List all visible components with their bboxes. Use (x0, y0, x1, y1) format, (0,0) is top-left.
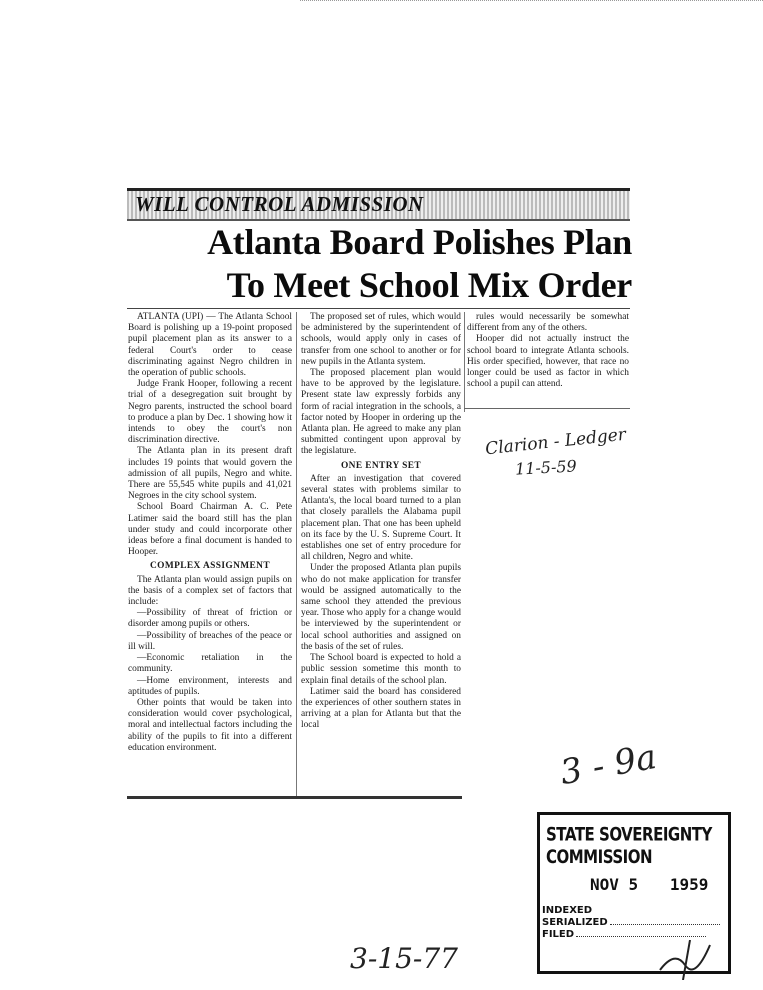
stamp-month: NOV (590, 875, 619, 894)
paragraph: Hooper did not actually instruct the school board to integrate Atlanta schools. His order specified, however, that race no longer could be used as factor in which school a pupil can attend. (467, 334, 629, 390)
handwritten-source: Clarion - Ledger (484, 424, 627, 460)
stamp-row-indexed (542, 905, 592, 916)
kicker-bar (127, 188, 630, 221)
paragraph: Other points that would be taken into consideration would cover psychological, moral and intellectual factors including the ability of the pupils to fit into a different education environment. (128, 697, 292, 753)
paragraph: The Atlanta plan in its present draft includes 19 points that would govern the admission of all pupils, Negro and white. There are 55,545 white pupils and 41,021 Negroes in the city school system. (128, 446, 292, 502)
column-3-bottom-rule (464, 408, 630, 409)
stamp-row-label: SERIALIZED (542, 917, 608, 928)
paragraph: The proposed placement plan would have to be approved by the legislature. Present state law expressly forbids any form of racial integration in the schools, a factor noted by Hooper in ordering up the Atlanta plan. He agreed to make any plan submitted contingent upon approval by the legislature. (301, 368, 461, 457)
handwritten-bottom-code: 3-15-77 (350, 942, 458, 975)
paragraph: —Possibility of breaches of the peace or ill will. (128, 630, 292, 652)
headline-line-2: To Meet School Mix Order (226, 265, 632, 305)
stamp-row-label: FILED (542, 929, 575, 940)
paragraph: —Economic retaliation in the community. (128, 653, 292, 675)
stamp-title: STATE SOVEREIGNTY COMMISSION (546, 823, 712, 868)
paragraph: ATLANTA (UPI) — The Atlanta School Board is polishing up a 19-point proposed pupil placement plan as its answer to a federal Court's order to cease discriminating against Negro children in the operation of public schools. (128, 312, 292, 379)
top-edge-dots (300, 0, 763, 7)
stamp-row-filed (542, 929, 706, 940)
paragraph: Judge Frank Hooper, following a recent trial of a desegregation suit brought by Negro parents, instructed the school board to produce a plan by Dec. 1 showing how it intends to obey the court's non discrimination directive. (128, 379, 292, 446)
clipping-bottom-rule (127, 796, 462, 799)
paragraph: Under the proposed Atlanta plan pupils who do not make application for transfer would be assigned automatically to the same school they attended the previous year. Those who apply for a change would be interviewed by the superintendent or local school authorities and assigned on the basis of the set of rules. (301, 563, 461, 652)
newspaper-clipping (125, 188, 632, 800)
paragraph: rules would necessarily be somewhat different from any of the others. (467, 312, 629, 334)
paragraph: The School board is expected to hold a public session sometime this month to explain final details of the school plan. (301, 653, 461, 686)
column-divider (464, 312, 465, 412)
paragraph: Latimer said the board has considered the experiences of other southern states in arriving at a plan for Atlanta but that the local (301, 686, 461, 731)
handwritten-date: 11-5-59 (514, 456, 578, 479)
paragraph: School Board Chairman A. C. Pete Latimer said the board still has the plan under study and could incorporate other ideas before a final document is handed to Hooper. (128, 502, 292, 558)
stamp-year: 1959 (669, 875, 709, 894)
signature-mark (655, 940, 715, 980)
kicker: WILL CONTROL ADMISSION (135, 192, 424, 216)
stamp-row-serialized (542, 917, 720, 928)
paragraph: After an investigation that covered several states with problems similar to Atlanta's, the local board turned to a plan that closely parallels the Alabama pupil placement plan. That one has been upheld on its face by the U. S. Supreme Court. It establishes one set of entry procedure for all children, Negro and white. (301, 473, 461, 563)
subhead: ONE ENTRY SET (340, 460, 422, 471)
stamp-date (590, 875, 708, 894)
article-column-1 (128, 312, 292, 754)
headline-line-1: Atlanta Board Polishes Plan (207, 222, 632, 262)
article-column-3 (467, 312, 629, 390)
handwritten-file-code: 3 - 9a (557, 736, 660, 794)
column-divider (296, 312, 297, 796)
article-column-2 (301, 312, 461, 732)
subhead: COMPLEX ASSIGNMENT (150, 561, 270, 572)
stamp-day: 5 (628, 875, 639, 894)
stamp-row-label: INDEXED (542, 905, 593, 916)
paragraph: —Possibility of threat of friction or disorder among pupils or others. (128, 608, 292, 630)
headline-rule (127, 308, 630, 309)
paragraph: —Home environment, interests and aptitudes of pupils. (128, 675, 292, 697)
paragraph: The Atlanta plan would assign pupils on the basis of a complex set of factors that include: (128, 574, 292, 608)
paragraph: The proposed set of rules, which would be administered by the superintendent of schools, would apply only in cases of transfer from one school to another or for new pupils in the Atlanta system. (301, 312, 461, 367)
